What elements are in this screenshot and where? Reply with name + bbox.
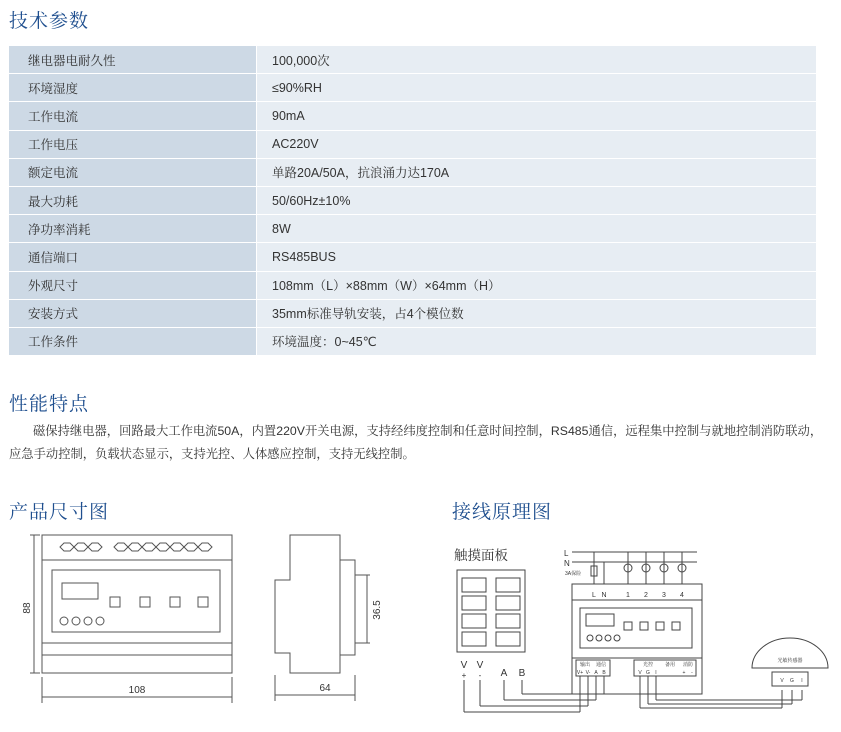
output-pin-a: A <box>594 670 598 676</box>
wiring-diagram <box>452 540 832 725</box>
fuse-label: 3A保险 <box>565 571 582 577</box>
spec-label: 最大功耗 <box>9 186 257 214</box>
spec-label: 工作电流 <box>9 102 257 130</box>
light-pin-v: V <box>638 670 642 676</box>
light-pin-g: G <box>646 670 650 676</box>
touch-panel <box>457 570 525 652</box>
front-view-drawing <box>22 525 247 710</box>
comm-group-label: 通信 <box>595 662 607 668</box>
terminal-label-2: 2 <box>644 592 648 599</box>
spec-value: 50/60Hz±10% <box>257 186 817 214</box>
spec-value: ≤90%RH <box>257 74 817 102</box>
light-pin-i: I <box>655 670 657 676</box>
spec-label: 继电器电耐久性 <box>9 46 257 74</box>
light-group-label: 光控 <box>642 662 654 668</box>
bus-sign-minus: - <box>478 671 482 680</box>
performance-text: 磁保持继电器，回路最大工作电流50A，内置220V开关电源，支持经纬度控制和任意时间控制，RS485通信，远程集中控制与就地控制消防联动，应急手动控制，负载状态显示，支持光控、人体感应控制，支持无线控制。 <box>9 424 823 461</box>
human-group-label: 消防 <box>682 662 694 668</box>
spec-label: 安装方式 <box>9 299 257 327</box>
spec-label: 额定电流 <box>9 158 257 186</box>
rail-label: 36.5 <box>372 600 383 620</box>
spec-label: 净功率消耗 <box>9 215 257 243</box>
sensor-pin-v: V <box>780 678 784 684</box>
spec-row <box>9 243 816 271</box>
human-pin-minus: - <box>691 670 693 676</box>
bus-sign-plus: + <box>461 671 467 680</box>
spec-row <box>9 215 816 243</box>
spec-value: 环境温度：0~45℃ <box>257 327 817 355</box>
spec-value: 8W <box>257 215 817 243</box>
terminal-label-3: 3 <box>662 592 666 599</box>
output-pin-vplus: V+ <box>576 670 584 676</box>
spec-value: 90mA <box>257 102 817 130</box>
dimension-section-title: 产品尺寸图 <box>9 502 110 523</box>
sensor-pin-g: G <box>790 678 794 684</box>
side-view-drawing <box>255 525 405 710</box>
spec-label: 工作条件 <box>9 327 257 355</box>
spec-value: 35mm标准导轨安装，占4个模位数 <box>257 299 817 327</box>
spare-group-label: 备用 <box>664 662 676 668</box>
spec-row <box>9 327 816 355</box>
width-label: 108 <box>128 685 146 696</box>
spec-value: RS485BUS <box>257 243 817 271</box>
spec-row <box>9 186 816 214</box>
bus-label-v1: V <box>460 660 468 671</box>
spec-value: 100,000次 <box>257 46 817 74</box>
bus-label-a: A <box>500 668 508 679</box>
spec-section-title: 技术参数 <box>9 11 90 32</box>
terminal-label-4: 4 <box>680 592 684 599</box>
output-pin-vminus: V- <box>585 670 591 676</box>
spec-row <box>9 271 816 299</box>
output-pin-b: B <box>602 670 606 676</box>
spec-row <box>9 158 816 186</box>
spec-table <box>9 46 816 356</box>
spec-label: 工作电压 <box>9 130 257 158</box>
wiring-section-title: 接线原理图 <box>452 502 553 523</box>
neutral-label: N <box>564 559 570 568</box>
spec-value: 单路20A/50A，抗浪涌力达170A <box>257 158 817 186</box>
spec-row <box>9 74 816 102</box>
spec-row <box>9 46 816 74</box>
spec-label: 外观尺寸 <box>9 271 257 299</box>
sensor-pin-i: I <box>801 678 803 684</box>
depth-label: 64 <box>319 683 331 694</box>
spec-row <box>9 299 816 327</box>
bus-label-b: B <box>518 668 526 679</box>
spec-label: 环境湿度 <box>9 74 257 102</box>
line-label: L <box>564 549 569 558</box>
output-group-label: 输出 <box>579 662 591 668</box>
spec-row <box>9 130 816 158</box>
bus-label-v2: V <box>476 660 484 671</box>
spec-label: 通信端口 <box>9 243 257 271</box>
human-pin-plus: + <box>682 670 686 676</box>
height-label: 88 <box>22 602 33 614</box>
spec-value: 108mm（L）×88mm（W）×64mm（H） <box>257 271 817 299</box>
touch-panel-label: 触摸面板 <box>454 548 508 563</box>
performance-section-title: 性能特点 <box>9 394 90 415</box>
terminal-label-n: N <box>601 592 607 599</box>
spec-row <box>9 102 816 130</box>
terminal-label-1: 1 <box>626 592 630 599</box>
terminal-label-l: L <box>592 592 596 599</box>
sensor-label: 光敏传感器 <box>777 658 803 664</box>
spec-value: AC220V <box>257 130 817 158</box>
